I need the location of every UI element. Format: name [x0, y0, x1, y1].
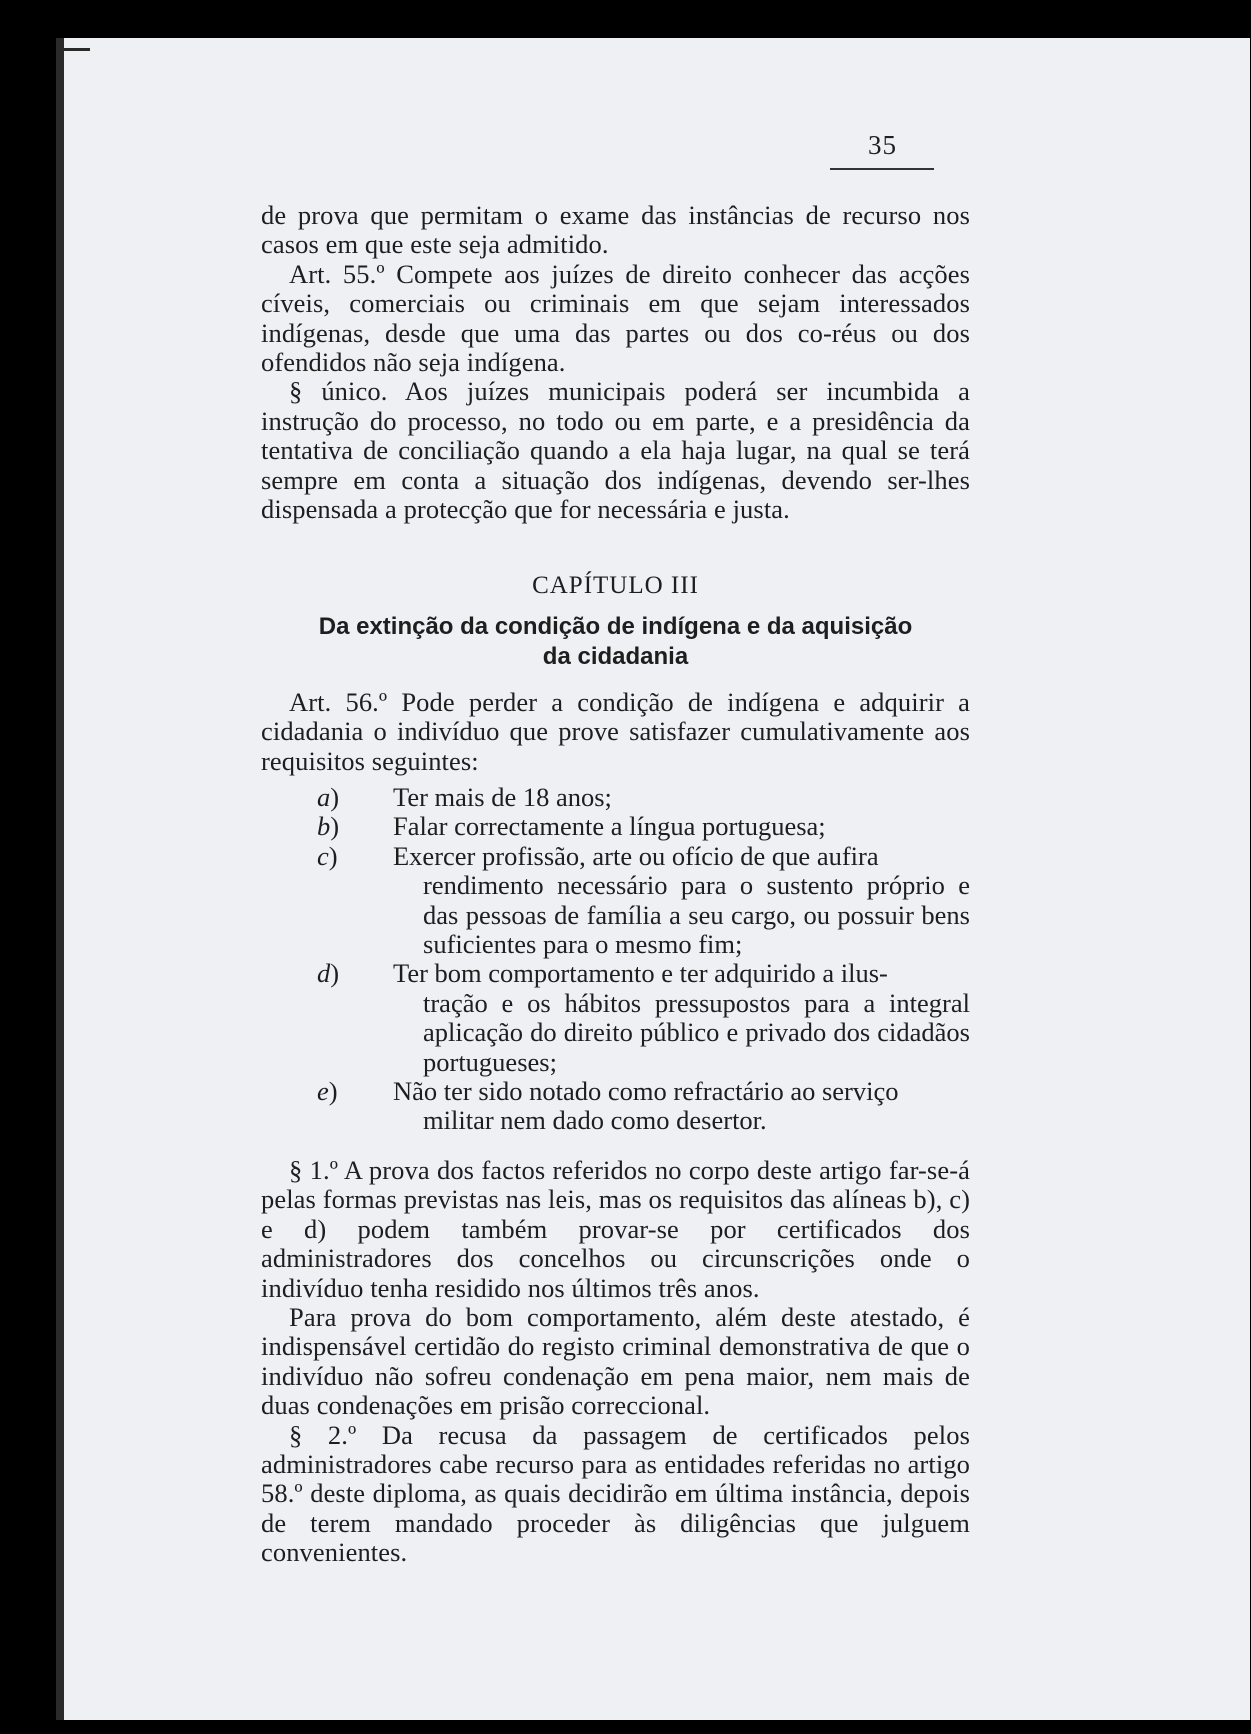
- item-label: c: [317, 840, 329, 871]
- page-edge-mark: [56, 48, 90, 51]
- list-item: b) Falar correctamente a língua portuguesa;: [261, 812, 970, 841]
- item-text-first: Exercer profissão, arte ou ofício de que aufira: [393, 840, 879, 871]
- item-text-rest: tração e os hábitos pressupostos para a integral aplicação do direito público e privado dos cidadãos portugueses;: [423, 987, 970, 1077]
- page-number: 35: [868, 130, 897, 160]
- page-number-rule: [830, 168, 934, 170]
- item-label: b: [317, 811, 331, 842]
- chapter-title-line2: da cidadania: [542, 643, 689, 670]
- chapter-label: CAPÍTULO III: [532, 572, 699, 599]
- paragraph-art56-prova: Para prova do bom comportamento, além deste atestado, é indispensável certidão do registo criminal demonstrativa de que o indivíduo não sofreu condenação em pena maior, nem mais de duas condenações em prisão correccional.: [261, 1302, 970, 1421]
- item-label: a: [317, 782, 331, 812]
- list-item: d) Ter bom comportamento e ter adquirido a ilus- tração e os hábitos pressupostos para a integral aplicação do direito público e privado dos cidadãos portugueses;: [317, 958, 970, 1077]
- item-text-rest: rendimento necessário para o sustento próprio e das pessoas de família a seu cargo, ou possuir bens suficientes para o mesmo fim;: [423, 870, 970, 960]
- requisitos-list: [261, 783, 970, 1136]
- paragraph-art56-p1: § 1.º A prova dos factos referidos no corpo deste artigo far-se-á pelas formas previstas nas leis, mas os requisitos das alíneas b), c) e d) podem também provar-se por certificados dos administradores dos concelhos ou circunscrições onde o indivíduo tenha residido nos últimos três anos.: [261, 1155, 970, 1303]
- paragraph-art56: Art. 56.º Pode perder a condição de indígena e adquirir a cidadania o indivíduo que prove satisfazer cumulativamente aos requisitos seguintes:: [261, 687, 970, 776]
- item-label: e: [317, 1076, 329, 1107]
- chapter-title-line1: Da extinção da condição de indígena e da aquisição: [318, 613, 913, 640]
- item-text: Falar correctamente a língua portuguesa;: [393, 811, 826, 842]
- item-text-first: Não ter sido notado como refractário ao serviço: [393, 1076, 899, 1107]
- text-block-top: [261, 201, 970, 524]
- item-text: Ter mais de 18 anos;: [393, 782, 612, 812]
- list-item: e) Não ter sido notado como refractário ao serviço militar nem dado como desertor.: [261, 1077, 970, 1136]
- paragraph-art56-p2: § 2.º Da recusa da passagem de certificados pelos administradores cabe recurso para as entidades referidas no artigo 58.º deste diploma, as quais decidirão em última instância, depois de terem mandado proceder às diligências que julguem convenientes.: [261, 1419, 970, 1568]
- page-left-edge: [56, 38, 64, 1720]
- paragraph-continuation: de prova que permitam o exame das instâncias de recurso nos casos em que este seja admitido.: [261, 200, 970, 260]
- paragraph-art55: Art. 55.º Compete aos juízes de direito conhecer das acções cíveis, comerciais ou criminais em que sejam interessados indígenas, desde que uma das partes ou dos co-réus ou dos ofendidos não seja indígena.: [261, 258, 970, 378]
- list-item: a) Ter mais de 18 anos;: [261, 783, 970, 812]
- item-text-first: Ter bom comportamento e ter adquirido a ilus-: [393, 958, 888, 989]
- text-block-bottom: [261, 1156, 970, 1568]
- item-text-rest: militar nem dado como desertor.: [423, 1105, 767, 1136]
- list-item: c) Exercer profissão, arte ou ofício de que aufira rendimento necessário para o sustento próprio e das pessoas de família a seu cargo, ou possuir bens suficientes para o mesmo fim;: [317, 840, 970, 960]
- item-label: d: [317, 958, 331, 989]
- paragraph-art55-unico: § único. Aos juízes municipais poderá ser incumbida a instrução do processo, no todo ou em parte, e a presidência da tentativa de conciliação quando a ela haja lugar, na qual se terá sempre em conta a situação dos indígenas, devendo ser-lhes dispensada a protecção que for necessária e justa.: [261, 376, 970, 525]
- text-block-art56: [261, 688, 970, 776]
